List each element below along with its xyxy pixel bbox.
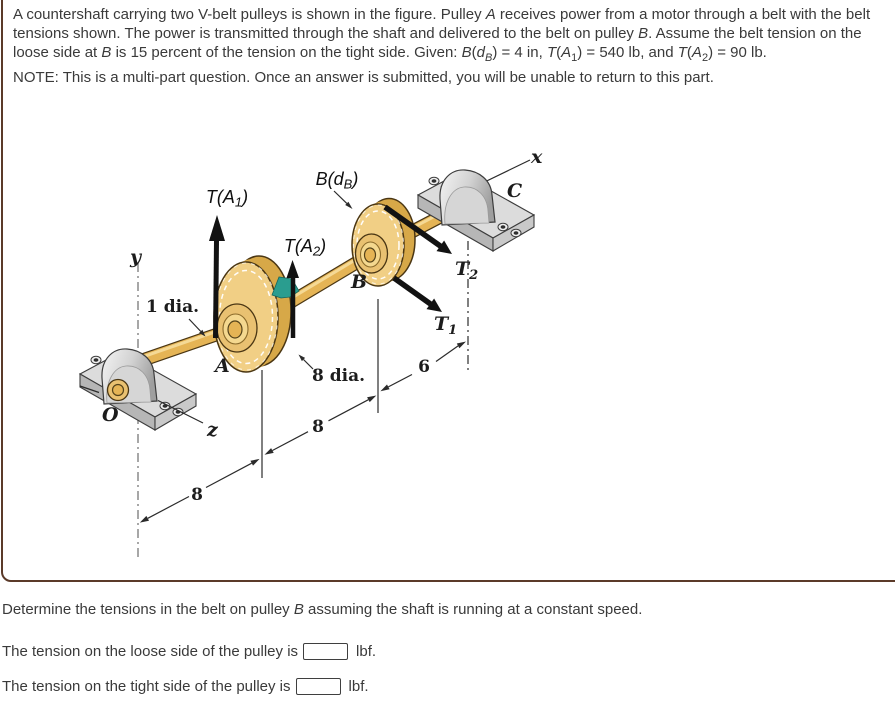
force-arrow-t1 — [394, 278, 442, 312]
label-y-axis: y — [130, 246, 142, 268]
loose-side-answer-row — [2, 640, 376, 662]
label-shaft-dia: 1 dia. — [146, 297, 200, 317]
question-text-block — [13, 5, 891, 87]
leader-pulley-b-dia — [334, 191, 353, 209]
dimension-a-to-b — [265, 396, 377, 455]
dimension-b-to-c — [380, 342, 466, 392]
question-note: NOTE: This is a multi-part question. Once an answer is submitted, you will be unable to return to this part. — [13, 69, 714, 86]
dim-o-a-label: 8 — [191, 485, 203, 505]
dim-b-c-label: 6 — [418, 357, 430, 377]
tight-side-input[interactable] — [296, 678, 341, 695]
label-pulley-b: B — [351, 271, 368, 293]
label-origin-o: O — [102, 404, 119, 426]
label-t1: $T_1$ — [434, 313, 458, 338]
loose-side-input[interactable] — [303, 643, 348, 660]
question-paragraph: A countershaft carrying two V-belt pulleys is shown in the figure. Pulley A receives power from a motor through a belt with the belt tensions shown. The power is transmitted through the shaft and delivered to the belt on pulley B. Assume the belt tension on the loose side at B is 15 percent of the tension on the tight side. Given: $B(d_B) = 4$ in, $T(A_1) = 540$ lb, and $T(A_2) = 90$ lb. — [13, 6, 871, 64]
label-pulley-a-dia: 8 dia. — [312, 366, 366, 386]
label-ta2: T(A2) — [283, 236, 327, 259]
dimension-o-to-a — [140, 459, 260, 523]
task-prompt: Determine the tensions in the belt on pulley B assuming the shaft is running at a constant speed. — [2, 601, 643, 618]
leader-pulley-a-dia — [299, 355, 314, 370]
loose-side-label: The tension on the loose side of the pulley is — [2, 642, 299, 660]
label-bearing-c: C — [507, 180, 523, 202]
countershaft-figure — [60, 140, 580, 570]
label-z-axis: z — [207, 419, 218, 441]
label-ta1: T(A1) — [205, 187, 249, 210]
loose-side-unit: lbf. — [356, 642, 377, 660]
label-x-axis: x — [531, 146, 543, 168]
bearing-o — [80, 349, 196, 430]
tight-side-label: The tension on the tight side of the pulley is — [2, 677, 291, 695]
label-bdb: B(dB) — [315, 169, 359, 192]
label-pulley-a: A — [215, 355, 230, 377]
tight-side-answer-row — [2, 675, 369, 697]
leader-shaft-dia — [189, 319, 206, 337]
dim-a-b-label: 8 — [312, 417, 324, 437]
label-t2: $T_2$ — [455, 258, 479, 283]
tight-side-unit: lbf. — [348, 677, 369, 695]
